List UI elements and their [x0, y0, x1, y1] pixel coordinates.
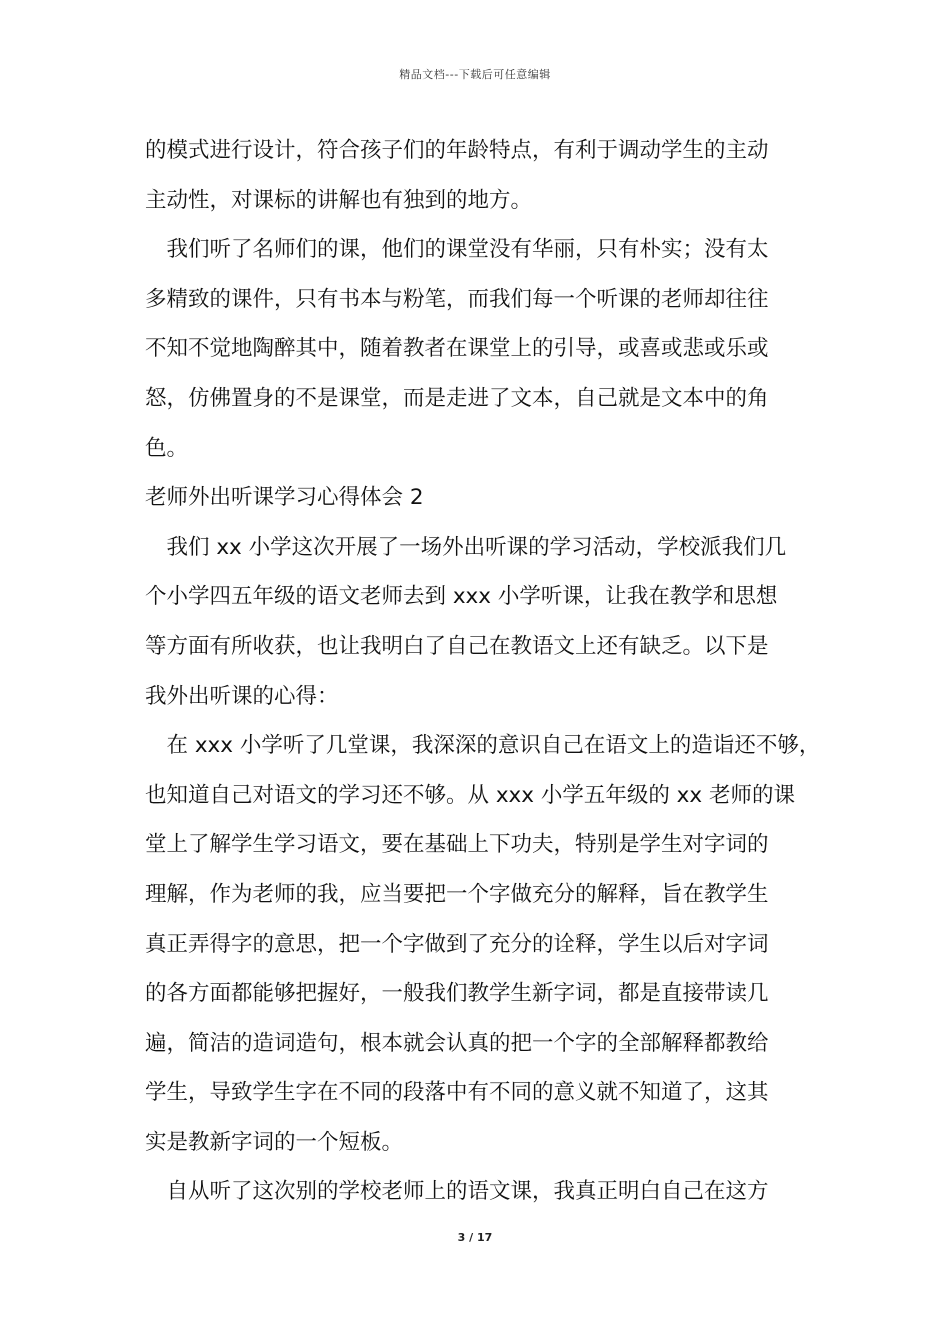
body-line: 自从听了这次别的学校老师上的语文课，我真正明白自己在这方	[145, 1179, 769, 1205]
body-line: 实是教新字词的一个短板。	[145, 1129, 404, 1155]
body-line: 遍，简洁的造词造句，根本就会认真的把一个字的全部解释都教给	[145, 1030, 769, 1056]
body-line: 不知不觉地陶醉其中，随着教者在课堂上的引导，或喜或悲或乐或	[145, 336, 769, 362]
page-header: 精品文档---下载后可任意编辑	[399, 68, 551, 81]
body-line: 在 xxx 小学听了几堂课，我深深的意识自己在语文上的造诣还不够，	[145, 733, 821, 759]
body-line: 的模式进行设计，符合孩子们的年龄特点，有利于调动学生的主动	[145, 138, 769, 163]
body-line: 堂上了解学生学习语文，要在基础上下功夫，特别是学生对字词的	[145, 832, 769, 858]
body-line: 主动性，对课标的讲解也有独到的地方。	[145, 187, 533, 213]
body-line: 怒，仿佛置身的不是课堂，而是走进了文本，自己就是文本中的角	[145, 385, 769, 411]
body-line: 学生，导致学生字在不同的段落中有不同的意义就不知道了，这其	[145, 1080, 769, 1106]
body-line: 我外出听课的心得：	[145, 683, 339, 709]
body-line: 真正弄得字的意思，把一个字做到了充分的诠释，学生以后对字词	[145, 931, 769, 957]
body-line: 的各方面都能够把握好，一般我们教学生新字词，都是直接带读几	[145, 981, 769, 1007]
page-number: 3 / 17	[457, 1231, 493, 1244]
body-line: 多精致的课件，只有书本与粉笔，而我们每一个听课的老师却往往	[145, 286, 769, 312]
body-line: 色。	[145, 435, 189, 461]
body-line: 等方面有所收获，也让我明白了自己在教语文上还有缺乏。以下是	[145, 633, 769, 659]
section-heading: 老师外出听课学习心得体会 2	[145, 485, 424, 511]
body-line: 我们 xx 小学这次开展了一场外出听课的学习活动，学校派我们几	[145, 534, 787, 560]
body-line: 我们听了名师们的课，他们的课堂没有华丽，只有朴实；没有太	[145, 237, 769, 263]
body-line: 也知道自己对语文的学习还不够。从 xxx 小学五年级的 xx 老师的课	[145, 782, 795, 808]
document-body	[145, 131, 821, 1222]
body-line: 个小学四五年级的语文老师去到 xxx 小学听课，让我在教学和思想	[145, 584, 778, 610]
body-line: 理解，作为老师的我，应当要把一个字做充分的解释，旨在教学生	[145, 881, 769, 907]
